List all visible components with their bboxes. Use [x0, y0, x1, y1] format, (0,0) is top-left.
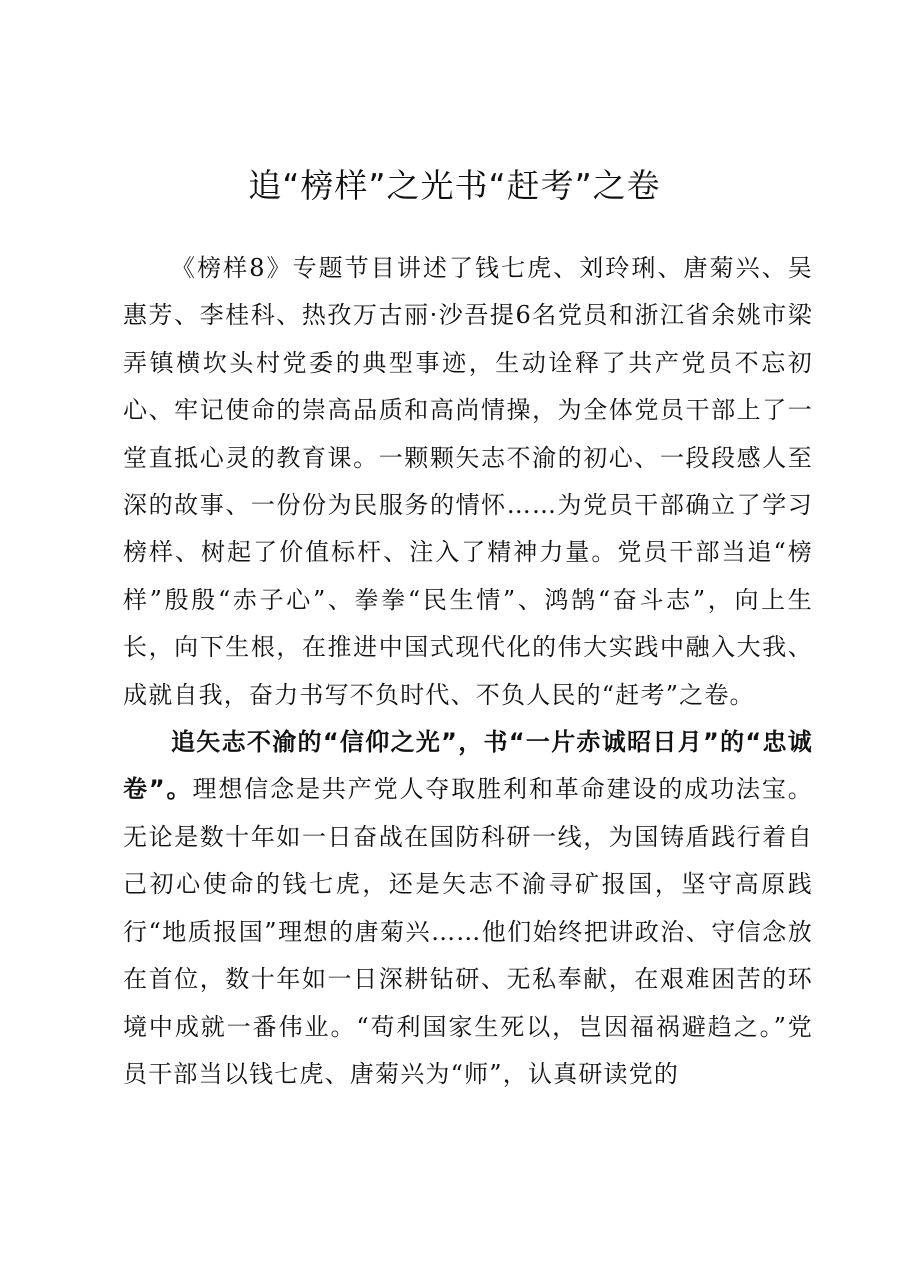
- paragraph-text: 《榜样8》专题节目讲述了钱七虎、刘玲琍、唐菊兴、吴惠芳、李桂科、热孜万古丽·沙吾提6名党员和浙江省余姚市梁弄镇横坎头村党委的典型事迹，生动诠释了共产党员不忘初心、牢记使命的崇高品质和高尚情操，为全体党员干部上了一堂直抵心灵的教育课。一颗颗矢志不渝的初心、一段段感人至深的故事、一份份为民服务的情怀……为党员干部确立了学习榜样、树起了价值标杆、注入了精神力量。党员干部当追“榜样”殷殷“赤子心”、拳拳“民生情”、鸿鹄“奋斗志”，向上生长，向下生根，在推进中国式现代化的伟大实践中融入大我、成就自我，奋力书写不负时代、不负人民的“赶考”之卷。: [123, 254, 813, 709]
- paragraph-lead: 追矢志不渝的“信仰之光”，书“一片赤诚昭日月”的“忠诚卷”。: [123, 728, 813, 804]
- paragraph-loyalty: [123, 719, 813, 1098]
- document-title: 追“榜样”之光书“赶考”之卷: [248, 166, 661, 205]
- document-body: [123, 245, 813, 1098]
- paragraph-intro: [123, 245, 813, 719]
- paragraph-text: 理想信念是共产党人夺取胜利和革命建设的成功法宝。无论是数十年如一日奋战在国防科研一线，为国铸盾践行着自己初心使命的钱七虎，还是矢志不渝寻矿报国，坚守高原践行“地质报国”理想的唐菊兴……他们始终把讲政治、守信念放在首位，数十年如一日深耕钻研、无私奉献，在艰难困苦的环境中成就一番伟业。“苟利国家生死以，岂因福祸避趋之。”党员干部当以钱七虎、唐菊兴为“师”，认真研读党的: [123, 775, 813, 1088]
